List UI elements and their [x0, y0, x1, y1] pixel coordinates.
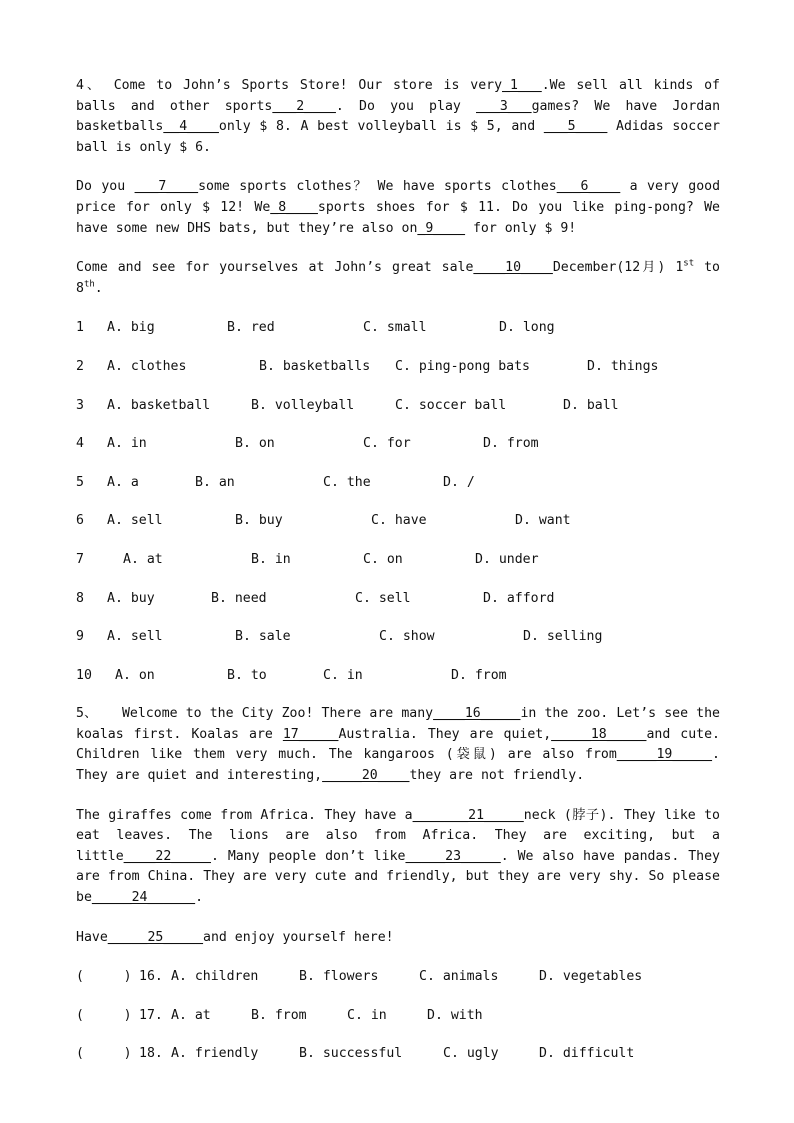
- option-a: A. clothes: [107, 358, 187, 374]
- question-number: 17.: [139, 1007, 163, 1023]
- option-c: C. in: [347, 1007, 387, 1023]
- option-c: C. the: [323, 474, 371, 490]
- question-row-3: [76, 396, 720, 416]
- option-b: B. an: [195, 474, 235, 490]
- option-d: D. with: [427, 1007, 483, 1023]
- option-a: A. big: [107, 320, 155, 336]
- blank-8: _8____: [270, 199, 318, 215]
- option-b: B. from: [251, 1007, 307, 1023]
- blank-7: ___7____: [134, 179, 199, 195]
- blank-23: _____23_____: [405, 848, 501, 864]
- option-b: B. in: [251, 551, 291, 567]
- option-d: D. long: [499, 320, 555, 336]
- passage-text: 5、 Welcome to the City Zoo! There are many: [76, 706, 434, 722]
- passage-text: Australia. They are quiet,: [338, 726, 552, 742]
- option-c: C. ping-pong bats: [395, 358, 530, 374]
- question-number: 2: [76, 358, 84, 374]
- superscript-st: st: [683, 258, 695, 269]
- option-c: C. sell: [355, 590, 411, 606]
- option-a: A. sell: [107, 629, 163, 645]
- passage-text: Adidas soccer ball is only $ 6.: [76, 119, 720, 155]
- option-b: B. sale: [235, 629, 291, 645]
- passage-text: . We also have pandas. They are from China. They are very cute and friendly, but they are very shy. So please be: [76, 848, 720, 906]
- option-d: D. /: [443, 474, 475, 490]
- passage-text: The giraffes come from Africa. They have a: [76, 807, 413, 823]
- blank-2: ___2____: [272, 98, 336, 114]
- passage-4-paragraph-1: [76, 76, 720, 158]
- blank-24: _____24______: [91, 890, 196, 906]
- passage-text: in the zoo. Let’s see the koalas first. Koalas are: [76, 706, 720, 742]
- passage-text: Do you: [76, 179, 135, 195]
- question-number: 10: [76, 667, 92, 683]
- option-c: C. have: [371, 513, 427, 529]
- passage-text: . They are quiet and interesting,: [76, 747, 720, 784]
- question-number: 16.: [139, 969, 163, 985]
- passage-text: neck (脖子). They like to eat leaves. The lions are also from Africa. They are exciting, but a little: [76, 807, 720, 864]
- option-b: B. need: [211, 590, 267, 606]
- option-c: C. in: [323, 667, 363, 683]
- blank-9: _9____: [417, 220, 466, 236]
- question-number: 6: [76, 513, 84, 529]
- question-row-8: [76, 589, 720, 609]
- question-number: 4: [76, 436, 84, 452]
- option-d: D. under: [475, 551, 539, 567]
- answer-bracket: ( ): [76, 1046, 132, 1062]
- question-number: 18.: [139, 1046, 163, 1062]
- blank-18: _____18_____: [551, 726, 647, 742]
- blank-17: 17_____: [282, 726, 339, 742]
- passage-4-paragraph-2: [76, 177, 720, 239]
- question-row-5: [76, 473, 720, 493]
- worksheet-page: [76, 76, 720, 1064]
- option-a: A. at: [123, 551, 163, 567]
- question-number: 3: [76, 397, 84, 413]
- question-row-4: [76, 434, 720, 454]
- option-d: D. things: [587, 358, 659, 374]
- option-a: A. on: [115, 667, 155, 683]
- option-c: C. ugly: [443, 1046, 499, 1062]
- passage-text: and enjoy yourself here!: [203, 929, 394, 945]
- passage-5-paragraph-1: [76, 704, 720, 786]
- option-b: B. basketballs: [259, 358, 371, 374]
- option-d: D. want: [515, 513, 571, 529]
- passage-text: . Many people don’t like: [210, 848, 406, 864]
- passage-5-paragraph-3: [76, 928, 720, 949]
- passage-text: 4、 Come to John’s Sports Store! Our store is very: [76, 78, 503, 93]
- answer-bracket: ( ): [76, 1007, 132, 1023]
- option-a: A. children: [171, 969, 259, 985]
- option-a: A. basketball: [107, 397, 211, 413]
- option-c: C. small: [363, 320, 427, 336]
- option-c: C. for: [363, 436, 411, 452]
- option-c: C. animals: [419, 969, 499, 985]
- option-d: D. from: [451, 667, 507, 683]
- blank-5: ___5____: [543, 119, 608, 135]
- question-number: 8: [76, 590, 84, 606]
- option-d: D. selling: [523, 629, 603, 645]
- question-number: 5: [76, 474, 84, 490]
- option-d: D. difficult: [539, 1046, 635, 1062]
- passage-text: December(12月) 1: [552, 260, 684, 276]
- option-a: A. at: [171, 1007, 211, 1023]
- option-a: A. buy: [107, 590, 155, 606]
- question-row-17: [76, 1006, 720, 1026]
- passage-text: .: [94, 280, 103, 296]
- blank-19: _____19_____: [616, 747, 713, 763]
- option-d: D. vegetables: [539, 969, 643, 985]
- passage-text: a very good price for only $ 12! We: [76, 179, 721, 215]
- option-b: B. red: [227, 320, 275, 336]
- option-b: B. to: [227, 667, 267, 683]
- option-b: B. on: [235, 436, 275, 452]
- passage-text: some sports clothes？ We have sports clothes: [198, 179, 557, 195]
- passage-text: .: [195, 890, 204, 906]
- passage-text: only $ 8. A best volleyball is $ 5, and: [218, 119, 544, 135]
- passage-4-paragraph-3: [76, 258, 720, 299]
- passage-text: .We sell all kinds of balls and other sports: [76, 78, 720, 114]
- blank-22: ____22_____: [123, 848, 211, 864]
- question-row-16: [76, 967, 720, 987]
- question-row-9: [76, 627, 720, 647]
- option-d: D. ball: [563, 397, 619, 413]
- option-d: D. from: [483, 436, 539, 452]
- option-b: B. buy: [235, 513, 283, 529]
- blank-1: _1___: [502, 78, 542, 93]
- question-number: 7: [76, 551, 84, 567]
- blank-4: __4____: [163, 119, 219, 135]
- question-number: 9: [76, 629, 84, 645]
- question-row-7: [76, 550, 720, 570]
- passage-text: Come and see for yourselves at John’s great sale: [76, 260, 474, 276]
- option-c: C. on: [363, 551, 403, 567]
- blank-20: _____20____: [322, 768, 410, 784]
- option-a: A. a: [107, 474, 139, 490]
- blank-10: ____10____: [473, 260, 553, 276]
- blank-21: _______21_____: [412, 807, 524, 823]
- option-b: B. flowers: [299, 969, 379, 985]
- passage-text: they are not friendly.: [409, 768, 585, 784]
- option-a: A. friendly: [171, 1046, 259, 1062]
- question-row-1: [76, 318, 720, 338]
- option-b: B. successful: [299, 1046, 403, 1062]
- question-row-6: [76, 511, 720, 531]
- option-d: D. afford: [483, 590, 555, 606]
- option-a: A. in: [107, 436, 147, 452]
- option-c: C. show: [379, 629, 435, 645]
- question-row-2: [76, 357, 720, 377]
- answer-bracket: ( ): [76, 969, 132, 985]
- blank-16: ____16_____: [433, 706, 521, 722]
- question-number: 1: [76, 320, 84, 336]
- option-c: C. soccer ball: [395, 397, 507, 413]
- passage-5-paragraph-2: [76, 806, 720, 909]
- blank-3: ___3___: [476, 98, 532, 114]
- passage-text: . Do you play: [335, 98, 476, 114]
- question-row-18: [76, 1044, 720, 1064]
- blank-25: _____25_____: [107, 929, 204, 945]
- passage-text: Have: [76, 929, 108, 945]
- superscript-th: th: [83, 279, 95, 290]
- passage-text: for only $ 9!: [465, 220, 577, 236]
- question-row-10: [76, 666, 720, 686]
- blank-6: ___6____: [556, 179, 621, 195]
- passage-text: games? We have Jordan basketballs: [76, 98, 721, 135]
- option-b: B. volleyball: [251, 397, 355, 413]
- option-a: A. sell: [107, 513, 163, 529]
- passage-text: to 8: [76, 260, 720, 296]
- passage-text: and cute. Children like them very much. The kangaroos (袋鼠) are also from: [76, 726, 720, 763]
- passage-text: sports shoes for $ 11. Do you like ping-pong? We have some new DHS bats, but they’re also on: [76, 199, 720, 236]
